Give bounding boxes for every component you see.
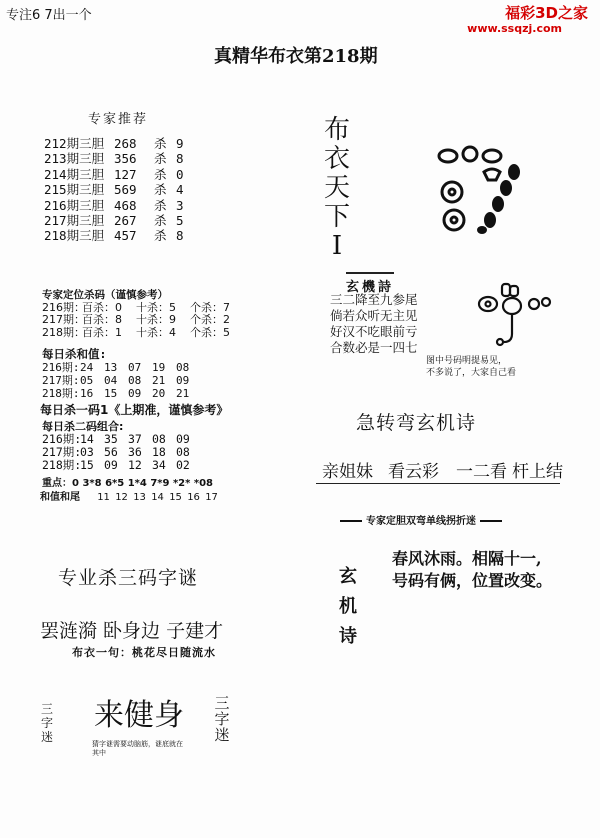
expert-dash-line <box>336 512 506 527</box>
expert-kill-num: 5 <box>176 213 184 229</box>
daily-kill-row-value: 36 <box>128 445 142 459</box>
xuanji-poem <box>330 292 418 356</box>
daily-kill-row-value: 02 <box>176 458 190 472</box>
position-kill-heading: 专家定位杀码（谨慎参考） <box>42 289 168 301</box>
poem-line: 好汉不吃眼前亏 <box>330 324 418 339</box>
daily-kill-row-period: 217期: <box>42 445 82 459</box>
expert-kill-num: 4 <box>176 182 184 198</box>
daily-sum-row-value: 20 <box>152 387 166 400</box>
position-tens: 十杀：5 <box>136 300 176 314</box>
position-units: 个杀：2 <box>190 313 230 327</box>
daily-sum-heading: 每日杀和值: <box>42 347 107 361</box>
position-kill-row <box>42 327 230 340</box>
daily-sum-row-value: 05 <box>80 374 94 387</box>
position-units: 个杀：5 <box>190 325 230 339</box>
sum-tail-value: 17 <box>205 492 218 503</box>
expert-kill-label: 杀 <box>154 228 167 244</box>
daily-sum-row-value: 09 <box>176 374 190 387</box>
expert-digits: 468 <box>114 197 137 213</box>
sum-tail-value: 12 <box>115 492 128 503</box>
daily-sum-row-value: 07 <box>128 361 142 374</box>
position-period: 217期： <box>42 313 85 327</box>
number-picture-one <box>430 142 530 234</box>
daily-kill-row-value: 09 <box>176 432 190 446</box>
riddle-big-text: 来健身 <box>94 698 184 733</box>
riddle-left-label: 三字迷 <box>40 702 53 744</box>
daily-sum-row-value: 16 <box>80 387 94 400</box>
poem-line: 倘若众听无主见 <box>330 308 418 323</box>
daily-sum-row-value: 21 <box>152 374 166 387</box>
daily-kill-row-value: 18 <box>152 445 166 459</box>
expert-row <box>44 136 184 151</box>
daily-kill-row-value: 35 <box>104 432 118 446</box>
daily-sum-row <box>42 387 200 400</box>
riddle-text: 罢涟漪 卧身边 子建才 <box>40 620 224 642</box>
daily-kill-two-heading: 每日杀二码组合: <box>42 420 124 433</box>
expert-kill-label: 杀 <box>154 151 167 167</box>
riddle-title: 专业杀三码字谜 <box>58 567 199 589</box>
daily-sum-row-value: 24 <box>80 361 94 374</box>
position-hundreds: 百杀：0 <box>82 300 122 314</box>
daily-sum-row-value: 21 <box>176 387 190 400</box>
riddle-right-label: 三字迷 <box>214 694 230 744</box>
position-period: 218期： <box>42 325 85 339</box>
sharp-turn-title: 急转弯玄机诗 <box>356 412 477 434</box>
daily-sum-list <box>42 361 200 400</box>
daily-kill-row-period: 216期: <box>42 432 82 446</box>
daily-sum-section <box>42 348 200 400</box>
expert-digits: 569 <box>114 182 137 198</box>
position-kill-section <box>42 289 230 339</box>
expert-kill-label: 杀 <box>154 182 167 198</box>
expert-period: 216期三胆 <box>44 197 105 213</box>
daily-sum-row-period: 218期: <box>42 387 80 400</box>
daily-kill-row-value: 12 <box>128 458 142 472</box>
daily-sum-row-period: 216期: <box>42 361 80 374</box>
daily-sum-row-value: 08 <box>128 374 142 387</box>
position-kill-list <box>42 302 230 340</box>
expert-kill-label: 杀 <box>154 213 167 229</box>
sharp-turn-phrase: 亲姐妹 <box>322 462 373 482</box>
picture-hint <box>426 355 516 379</box>
daily-sum-row-value: 08 <box>176 361 190 374</box>
daily-kill-row-value: 08 <box>176 445 190 459</box>
spring-poem <box>392 548 552 592</box>
expert-digits: 457 <box>114 228 137 244</box>
top-note: 专注6 7出一个 <box>6 8 92 23</box>
expert-kill-label: 杀 <box>154 136 167 151</box>
site-url-watermark: www.ssqzj.com <box>467 22 562 35</box>
expert-digits: 267 <box>114 213 137 229</box>
dash-left <box>340 520 362 522</box>
position-kill-row <box>42 314 230 327</box>
expert-row <box>44 213 184 228</box>
expert-period: 217期三胆 <box>44 213 105 229</box>
daily-kill-row-value: 37 <box>128 432 142 446</box>
site-name-watermark: 福彩3D之家 <box>505 4 588 22</box>
daily-kill-row-value: 09 <box>104 458 118 472</box>
expert-digits: 127 <box>114 166 137 182</box>
spring-poem-line: 号码有俩，位置改变。 <box>392 571 553 590</box>
daily-kill-two-list <box>42 433 200 472</box>
daily-kill-row-value: 15 <box>80 458 94 472</box>
expert-kill-label: 杀 <box>154 197 167 213</box>
buyi-line: 布衣一句：桃花尽日随流水 <box>72 646 216 659</box>
daily-kill-row-period: 218期: <box>42 458 82 472</box>
expert-period: 215期三胆 <box>44 182 105 198</box>
position-hundreds: 百杀：8 <box>82 313 122 327</box>
sum-tail-value: 13 <box>133 492 146 503</box>
expert-period: 214期三胆 <box>44 166 105 182</box>
sum-tail-line <box>40 488 223 503</box>
daily-sum-row-value: 15 <box>104 387 118 400</box>
expert-digits: 268 <box>114 136 137 151</box>
sum-tail-values <box>97 492 223 503</box>
expert-row <box>44 151 184 166</box>
number-picture-two <box>476 280 556 348</box>
daily-sum-row-value: 09 <box>128 387 142 400</box>
position-tens: 十杀：4 <box>136 325 176 339</box>
sharp-turn-phrases <box>316 455 563 484</box>
expert-kill-num: 0 <box>176 166 184 182</box>
daily-kill-row-value: 34 <box>152 458 166 472</box>
expert-period: 213期三胆 <box>44 151 105 167</box>
daily-kill-row-value: 56 <box>104 445 118 459</box>
page-title: 真精华布衣第218期 <box>214 46 378 67</box>
daily-sum-row-value: 19 <box>152 361 166 374</box>
daily-kill-row-value: 08 <box>152 432 166 446</box>
daily-kill-row-value: 14 <box>80 432 94 446</box>
poem-line: 合数必是一四七 <box>330 340 418 355</box>
dash-right <box>480 520 502 522</box>
daily-kill-row <box>42 459 200 472</box>
xuanji-vertical: 玄机诗 <box>339 566 357 647</box>
expert-row <box>44 182 184 197</box>
expert-row <box>44 228 184 243</box>
daily-sum-row-period: 217期: <box>42 374 80 387</box>
expert-period: 212期三胆 <box>44 136 105 151</box>
expert-period: 218期三胆 <box>44 228 105 244</box>
sharp-turn-phrase: 杆上结 <box>512 462 563 482</box>
position-units: 个杀：7 <box>190 300 230 314</box>
expert-digits: 356 <box>114 151 137 167</box>
daily-sum-row-value: 04 <box>104 374 118 387</box>
sharp-turn-phrase: 一二看 <box>456 462 507 482</box>
buyi-tianxia-vertical: 布衣天下I <box>323 115 350 261</box>
daily-sum-row-value: 13 <box>104 361 118 374</box>
sharp-turn-phrase: 看云彩 <box>388 462 439 482</box>
expert-heading: 专家推荐 <box>88 112 149 127</box>
expert-row <box>44 167 184 182</box>
xuanji-poem-title: 玄機詩 <box>346 272 394 295</box>
daily-sum-row <box>42 361 200 374</box>
expert-kill-num: 8 <box>176 228 184 244</box>
position-tens: 十杀：9 <box>136 313 176 327</box>
spring-poem-line: 春风沐雨。相隔十一, <box>392 549 542 568</box>
expert-kill-num: 8 <box>176 151 184 167</box>
position-period: 216期： <box>42 300 85 314</box>
sum-tail-label: 和值和尾 <box>40 492 80 503</box>
focus-line: 重点：0 3*8 6*5 1*4 7*9 *2* *08 <box>42 478 213 489</box>
sum-tail-value: 14 <box>151 492 164 503</box>
riddle-note: 猜字谜需要动脑筋，谜底就在其中 <box>92 740 183 757</box>
daily-sum-row <box>42 374 200 387</box>
expert-kill-num: 9 <box>176 136 184 151</box>
sum-tail-value: 11 <box>97 492 110 503</box>
sum-tail-value: 16 <box>187 492 200 503</box>
dash-line-text: 专家定胆双弯单线拐折迷 <box>366 516 476 527</box>
expert-row <box>44 198 184 213</box>
daily-kill-row-value: 03 <box>80 445 94 459</box>
daily-kill-one-heading: 每日杀一码1《上期准，谨慎参考》 <box>40 403 229 417</box>
sum-tail-value: 15 <box>169 492 182 503</box>
position-hundreds: 百杀：1 <box>82 325 122 339</box>
picture-shapes-icon <box>479 284 550 345</box>
hint-line: 图中号码明提易见， <box>426 356 508 366</box>
hint-line: 不多说了，大家自己看 <box>426 368 517 378</box>
expert-kill-label: 杀 <box>154 166 167 182</box>
expert-list <box>44 136 184 244</box>
expert-kill-num: 3 <box>176 197 184 213</box>
poem-line: 三二降至九参尾 <box>330 292 418 307</box>
